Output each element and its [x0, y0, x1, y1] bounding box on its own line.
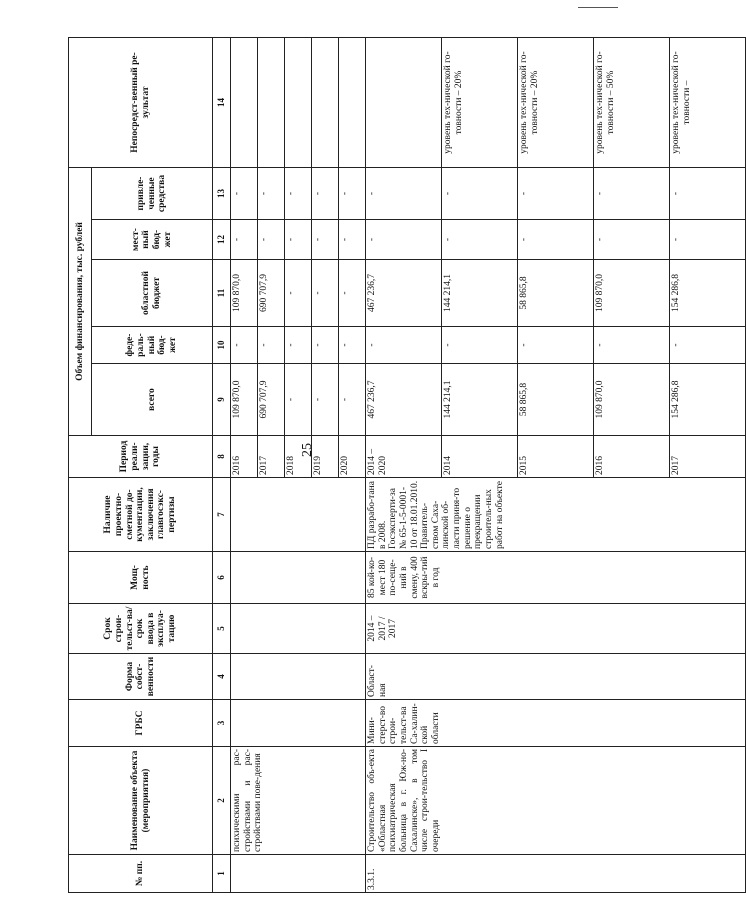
total-cell: 109 870,0 — [231, 364, 258, 436]
attracted-cell: - — [594, 168, 670, 220]
federal-cell: - — [594, 327, 670, 364]
result-cell: уровень тех-нической го-товности – 20% — [442, 38, 518, 168]
header-grbs: ГРБС — [69, 700, 213, 747]
local-cell: - — [366, 220, 442, 260]
local-cell: - — [231, 220, 258, 260]
regional-cell: - — [312, 260, 339, 327]
header-period: Период реали-зации, годы — [69, 436, 213, 478]
header-ownership: Форма собст-венности — [69, 654, 213, 700]
local-cell: - — [285, 220, 312, 260]
regional-cell: 467 236,7 — [366, 260, 442, 327]
col-number: 2 — [213, 747, 231, 855]
item-capacity: 85 кой-ко-мест 180 по-сеще-ний в смену, 400 вскры-тий в год — [366, 552, 746, 604]
cont-no-cell — [231, 855, 366, 893]
col-number: 7 — [213, 478, 231, 552]
funding-table — [68, 37, 746, 893]
header-term: Срок строи-тельст-ва/срок ввода в эксплуа-тацию — [69, 604, 213, 654]
header-no: № пп. — [69, 855, 213, 893]
federal-cell: - — [518, 327, 594, 364]
year-cell: 2016 — [231, 436, 258, 478]
cont-object-name: психическими рас-стройствами и рас-стройствами пове-дения — [231, 747, 366, 855]
total-cell: 467 236,7 — [366, 364, 442, 436]
total-cell: 154 286,8 — [670, 364, 746, 436]
col-number: 3 — [213, 700, 231, 747]
federal-cell: - — [231, 327, 258, 364]
regional-cell: 154 286,8 — [670, 260, 746, 327]
attracted-cell: - — [312, 168, 339, 220]
item-number: 3.3.1. — [366, 855, 746, 893]
attracted-cell: - — [670, 168, 746, 220]
attracted-cell: - — [366, 168, 442, 220]
regional-cell: 109 870,0 — [231, 260, 258, 327]
col-number: 13 — [213, 168, 231, 220]
rotated-table-wrapper — [68, 38, 692, 893]
item-docs: ПД разрабо-тана в 2008. Госэксперти-за № 65-1-5-0001-10 от 18.01.2010. Правитель-ством Саха-линской об-ласти приня-то решение о прекращении строитель-ных работ на объекте — [366, 478, 746, 552]
cont-term-cell — [231, 604, 366, 654]
attracted-cell: - — [258, 168, 285, 220]
year-cell: 2018 — [285, 436, 312, 478]
top-edge-line — [578, 7, 618, 8]
col-number: 12 — [213, 220, 231, 260]
item-ownership: Област-ная — [366, 654, 746, 700]
header-result: Непосредст-венный ре-зультат — [69, 38, 213, 168]
federal-cell: - — [312, 327, 339, 364]
col-number: 5 — [213, 604, 231, 654]
col-number: 1 — [213, 855, 231, 893]
regional-cell: - — [285, 260, 312, 327]
attracted-cell: - — [518, 168, 594, 220]
local-cell: - — [670, 220, 746, 260]
header-funding-group: Объем финансирования, тыс. рублей — [69, 168, 92, 436]
item-term: 2014 – 2017 / 2017 — [366, 604, 746, 654]
year-cell: 2020 — [339, 436, 366, 478]
year-cell: 2017 — [670, 436, 746, 478]
header-local: мест-ный бюд-жет — [92, 220, 213, 260]
cont-docs-cell — [231, 478, 366, 552]
regional-cell: 109 870,0 — [594, 260, 670, 327]
total-cell: 144 214,1 — [442, 364, 518, 436]
local-cell: - — [594, 220, 670, 260]
federal-cell: - — [258, 327, 285, 364]
cont-capacity-cell — [231, 552, 366, 604]
result-cell — [339, 38, 366, 168]
header-name: Наименование объекта (мероприятия) — [69, 747, 213, 855]
total-cell: - — [312, 364, 339, 436]
federal-cell: - — [442, 327, 518, 364]
item-grbs: Мини-стерст-во строи-тельст-ва Са-халин-ской области — [366, 700, 746, 747]
result-cell: уровень тех-нической го-товности – 50% — [594, 38, 670, 168]
cont-ownership-cell — [231, 654, 366, 700]
result-cell — [231, 38, 258, 168]
cont-grbs-cell — [231, 700, 366, 747]
year-cell: 2017 — [258, 436, 285, 478]
year-cell: 2014 — [442, 436, 518, 478]
attracted-cell: - — [442, 168, 518, 220]
total-cell: 109 870,0 — [594, 364, 670, 436]
col-number: 11 — [213, 260, 231, 327]
header-total: всего — [92, 364, 213, 436]
total-cell: 58 865,8 — [518, 364, 594, 436]
year-cell: 2014 – 2020 — [366, 436, 442, 478]
attracted-cell: - — [285, 168, 312, 220]
federal-cell: - — [366, 327, 442, 364]
federal-cell: - — [339, 327, 366, 364]
attracted-cell: - — [339, 168, 366, 220]
regional-cell: 144 214,1 — [442, 260, 518, 327]
total-cell: - — [339, 364, 366, 436]
total-cell: - — [285, 364, 312, 436]
local-cell: - — [339, 220, 366, 260]
col-number: 14 — [213, 38, 231, 168]
local-cell: - — [258, 220, 285, 260]
local-cell: - — [312, 220, 339, 260]
local-cell: - — [442, 220, 518, 260]
result-cell — [312, 38, 339, 168]
header-docs: Наличие проектно-сметной до-кументации, заключения главгосэкс-пертизы — [69, 478, 213, 552]
result-cell: уровень тех-нической го-товности – 20% — [518, 38, 594, 168]
regional-cell: - — [339, 260, 366, 327]
page-number: 25 — [300, 443, 315, 457]
col-number: 9 — [213, 364, 231, 436]
item-name: Строительство объ-екта «Областная психиатрическая больница в г. Юж-но-Сахалинске», в том числе строи-тельство I очереди — [366, 747, 746, 855]
result-cell — [285, 38, 312, 168]
header-capacity: Мощ-ность — [69, 552, 213, 604]
col-number: 6 — [213, 552, 231, 604]
local-cell: - — [518, 220, 594, 260]
col-number: 8 — [213, 436, 231, 478]
year-cell: 2016 — [594, 436, 670, 478]
header-regional: областной бюджет — [92, 260, 213, 327]
attracted-cell: - — [231, 168, 258, 220]
result-cell: уровень тех-нической го-товности – — [670, 38, 746, 168]
col-number: 10 — [213, 327, 231, 364]
result-cell — [366, 38, 442, 168]
year-cell: 2019 — [312, 436, 339, 478]
header-federal: феде-раль-ный бюд-жет — [92, 327, 213, 364]
year-cell: 2015 — [518, 436, 594, 478]
header-attracted: привле-ченные средства — [92, 168, 213, 220]
result-cell — [258, 38, 285, 168]
regional-cell: 690 707,9 — [258, 260, 285, 327]
regional-cell: 58 865,8 — [518, 260, 594, 327]
col-number: 4 — [213, 654, 231, 700]
federal-cell: - — [670, 327, 746, 364]
total-cell: 690 707,9 — [258, 364, 285, 436]
federal-cell: - — [285, 327, 312, 364]
